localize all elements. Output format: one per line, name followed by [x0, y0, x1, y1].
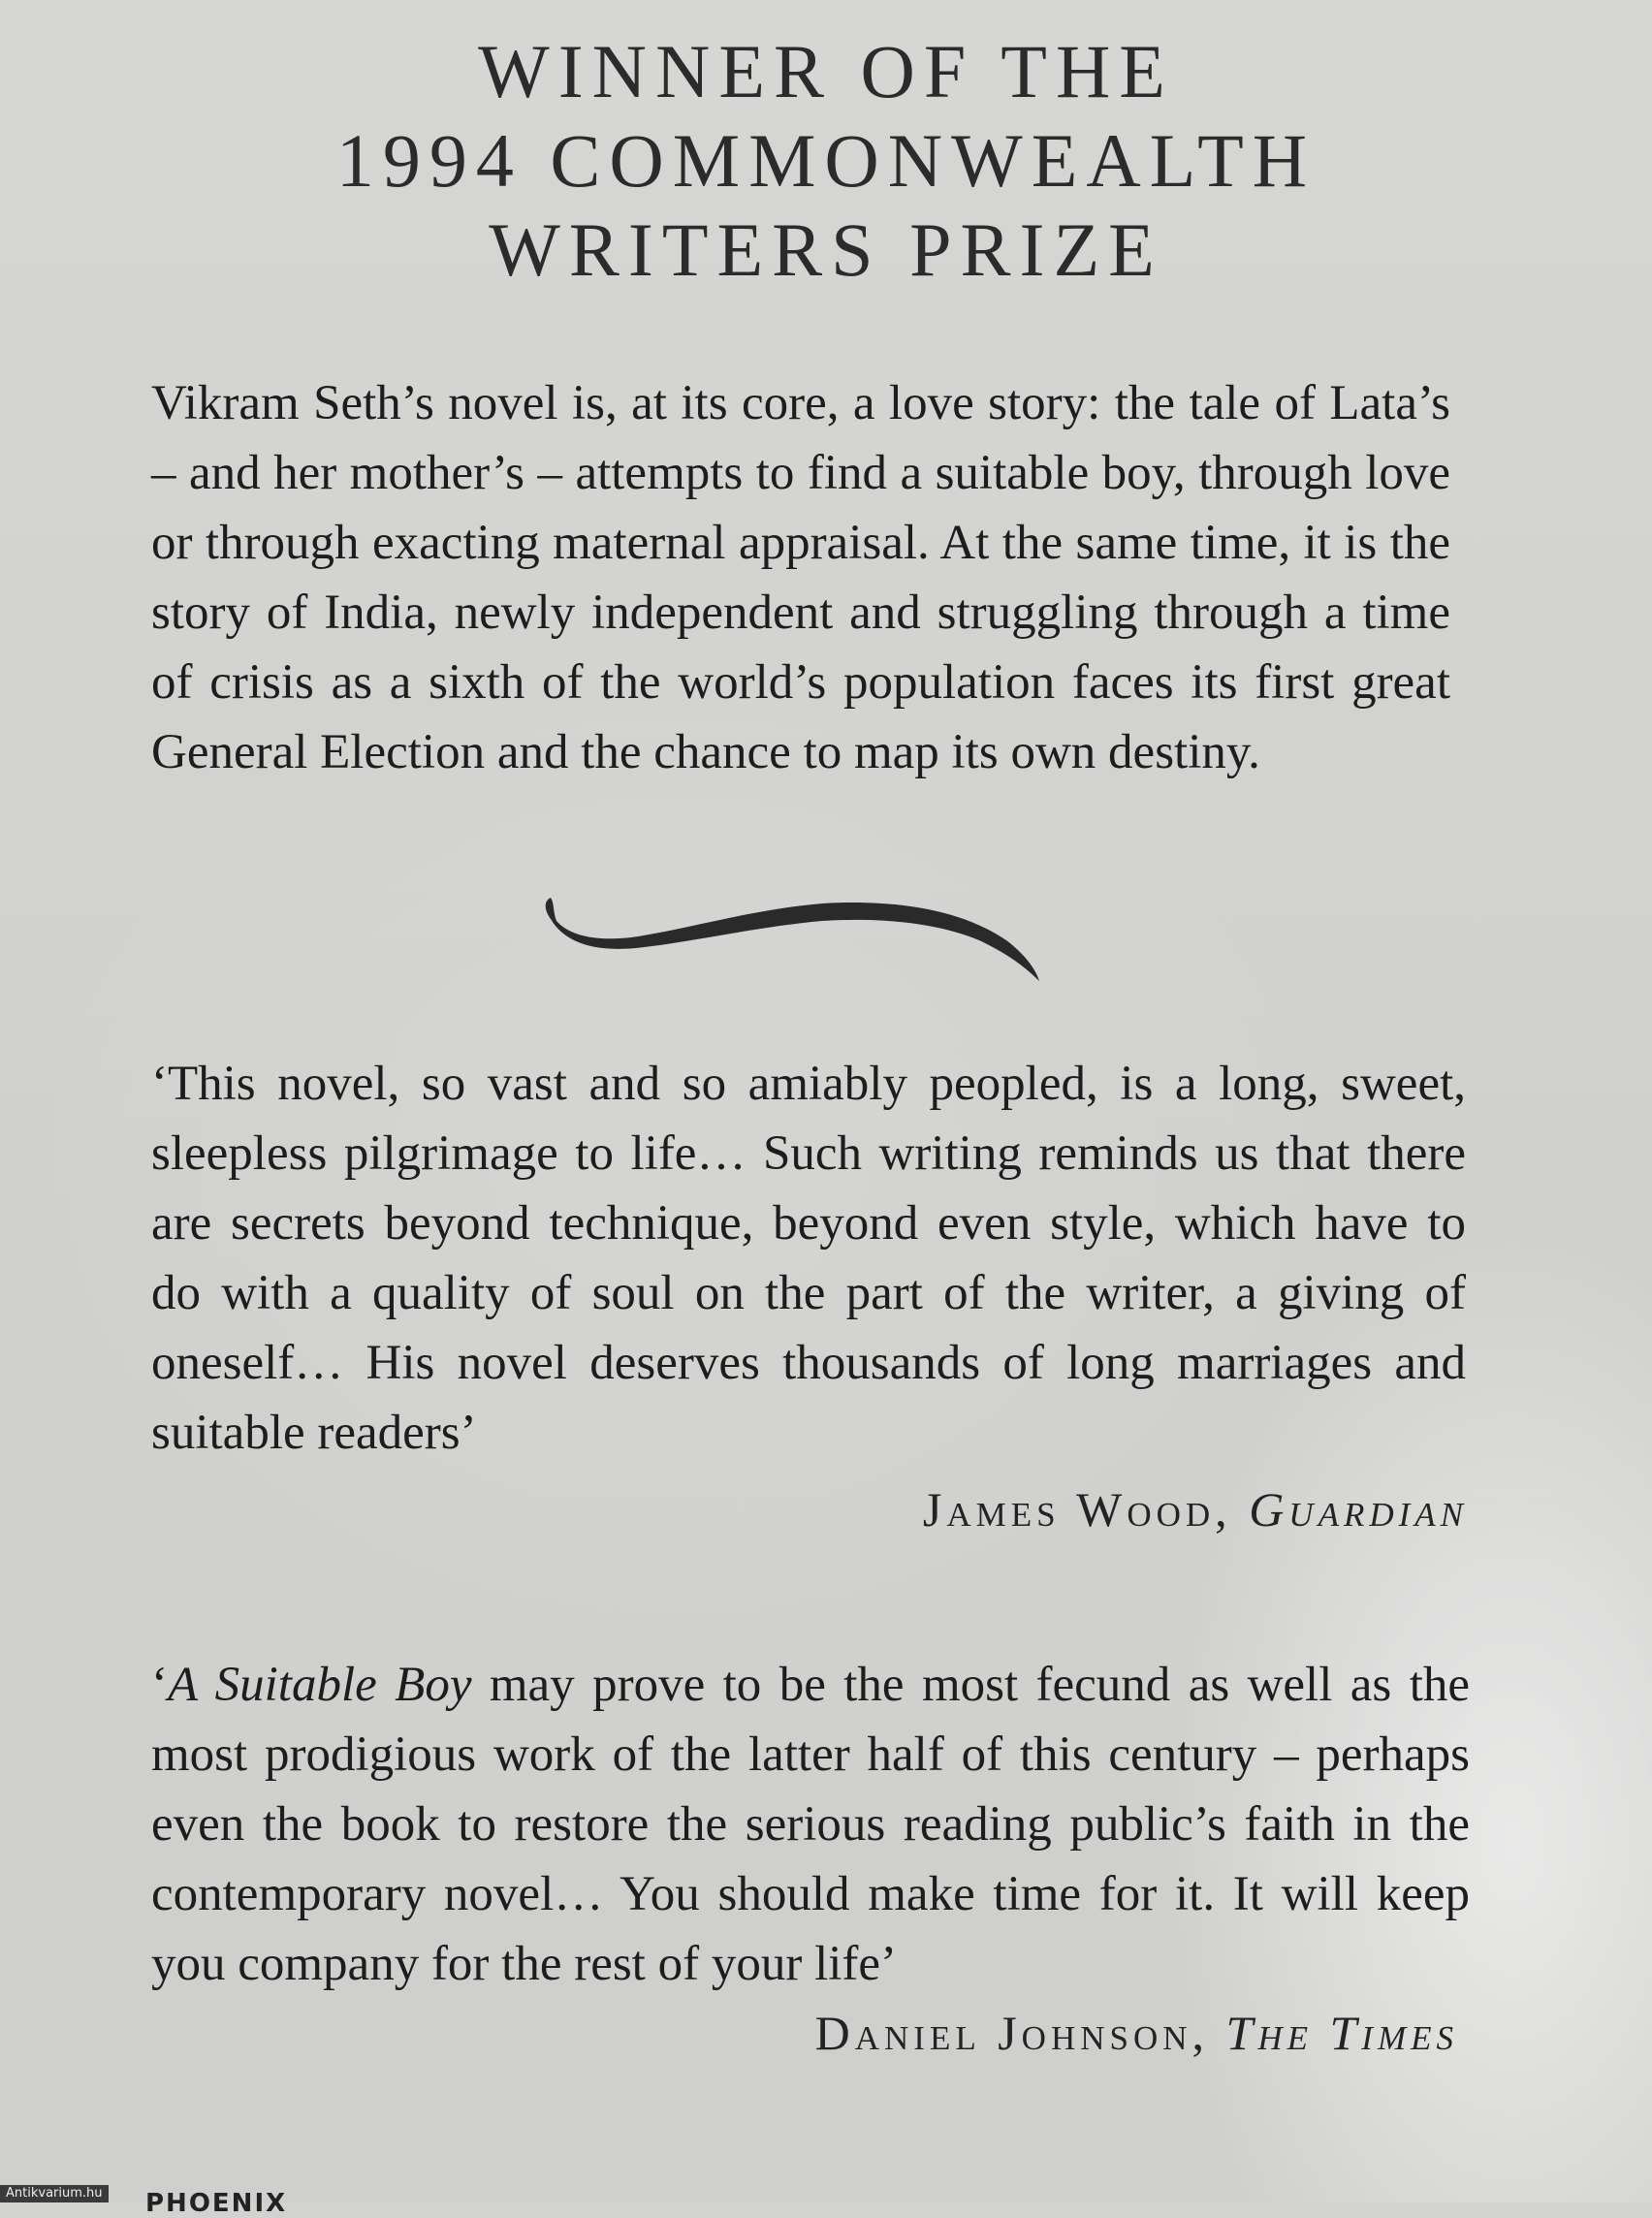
- heading-line-2: 1994 COMMONWEALTH: [335, 118, 1317, 203]
- review-quote-2-open: ‘: [151, 1658, 168, 1712]
- review-author-1: James Wood,: [922, 1482, 1232, 1537]
- publisher-imprint: PHOENIX: [145, 2189, 288, 2218]
- review-attribution-1: [923, 1481, 1468, 1537]
- book-title: A Suitable Boy: [167, 1658, 472, 1712]
- review-source-2: The Times: [1225, 2006, 1458, 2060]
- review-source-1: Guardian: [1249, 1482, 1468, 1537]
- heading-line-3: WRITERS PRIZE: [489, 207, 1163, 292]
- prize-heading: [0, 27, 1652, 295]
- heading-line-1: WINNER OF THE: [478, 29, 1174, 113]
- review-quote-2-text: may prove to be the most fecund as well as the most prodigious work of the latter half of this century – perhaps even the book to restore the serious reading public’s faith in the contemporary novel… You should make time for it. It will keep you company for the rest of your life’: [151, 1658, 1470, 1991]
- synopsis-paragraph: Vikram Seth’s novel is, at its core, a love story: the tale of Lata’s – and her mother’s – attempts to find a suitable boy, through love or through exacting maternal appraisal. At the same time, it is the story of India, newly independent and struggling through a time of crisis as a sixth of the world’s population faces its first great General Election and the chance to map its own destiny.: [151, 376, 1450, 779]
- review-quote-1: ‘This novel, so vast and so amiably peopled, is a long, sweet, sleepless pilgrimage to life… Such writing reminds us that there are secrets beyond technique, beyond even style, which have to do with a quality of soul on the part of the writer, a giving of oneself… His novel deserves thousands of long marriages and suitable readers’: [151, 1057, 1466, 1460]
- review-quote-2: [151, 1650, 1470, 1999]
- review-attribution-2: [815, 2005, 1458, 2061]
- decorative-swash-icon: [531, 898, 1055, 995]
- review-author-2: Daniel Johnson,: [814, 2006, 1210, 2060]
- watermark-label: Antikvarium.hu: [0, 2185, 109, 2202]
